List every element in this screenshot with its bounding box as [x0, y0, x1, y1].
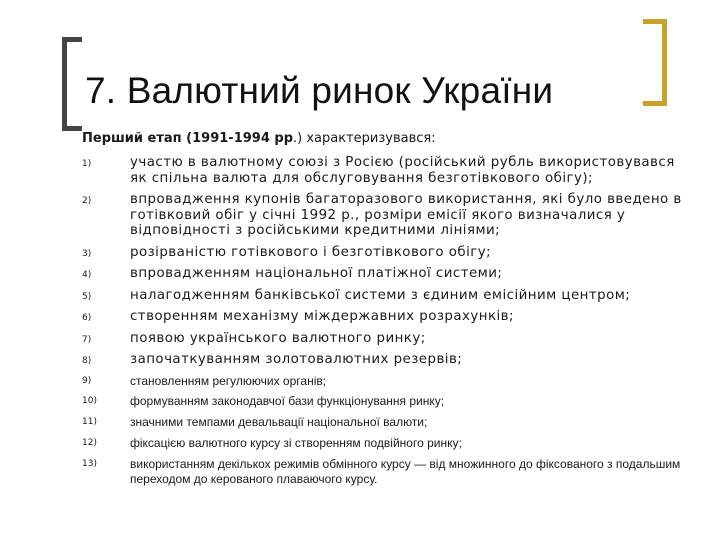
list-item — [82, 352, 682, 368]
right-bracket-decoration — [643, 19, 667, 106]
intro-rest-text: .) характеризувався: — [293, 131, 436, 146]
list-item — [82, 394, 682, 409]
list-item-number: 13) — [82, 459, 97, 470]
list-item-number: 10) — [82, 396, 97, 407]
list-item-number: 11) — [82, 417, 97, 428]
list-item-text: впровадження купонів багаторазового використання, які було введено в готівковий обіг у січні 1992 р., розміри емісії якого визначалися у відповідності з російськими кредитними лініями; — [130, 192, 682, 238]
list-item-number: 9) — [82, 375, 92, 386]
slide-title: 7. Валютний ринок України — [85, 70, 554, 111]
list-item — [82, 436, 682, 451]
list-item — [82, 192, 682, 239]
characteristics-list — [82, 155, 682, 486]
list-item-text: формуванням законодавчої бази функціонування ринку; — [130, 394, 445, 409]
list-item-number: 1) — [82, 159, 92, 169]
list-item — [82, 245, 682, 261]
list-item-number: 3) — [82, 248, 92, 259]
list-item-text: впровадженням національної платіжної системи; — [130, 266, 503, 281]
intro-paragraph — [82, 130, 682, 147]
list-item — [82, 266, 682, 282]
list-item — [82, 155, 682, 186]
intro-bold-text: Перший етап (1991-1994 рр — [82, 131, 294, 146]
list-item-text: значними темпами девальвації національної валюти; — [130, 415, 428, 430]
list-item-number: 6) — [82, 313, 92, 323]
list-item-text: започаткуванням золотовалютних резервів; — [130, 352, 463, 367]
list-item-text: появою українського валютного ринку; — [130, 330, 426, 346]
list-item-number: 12) — [82, 438, 97, 449]
slide-content — [82, 130, 682, 492]
list-item-text: фіксацією валютного курсу зі створенням подвійного ринку; — [130, 436, 462, 451]
list-item-text: використанням декількох режимів обмінного курсу — від множинного до фіксованого з подальшим переходом до керованого плаваючого курсу. — [130, 457, 681, 486]
list-item — [82, 374, 682, 389]
list-item — [82, 331, 682, 347]
list-item — [82, 288, 682, 304]
list-item-text: становленням регулюючих органів; — [130, 373, 327, 388]
list-item-text: розірваністю готівкового і безготівкового обігу; — [130, 244, 492, 260]
list-item-number: 5) — [82, 291, 92, 302]
list-item-text: створенням механізму міждержавних розрахунків; — [130, 309, 514, 324]
list-item-text: налагодженням банківської системи з єдиним емісійним центром; — [130, 287, 631, 303]
list-item-text: участю в валютному союзі з Росією (російський рубль використовувався як спільна валюта для обслуговування безготівкового обігу); — [130, 155, 675, 186]
list-item-number: 7) — [82, 334, 92, 345]
list-item — [82, 415, 682, 430]
list-item — [82, 309, 682, 325]
left-bracket-decoration — [62, 37, 82, 131]
list-item-number: 8) — [82, 356, 92, 366]
list-item-number: 4) — [82, 270, 92, 280]
list-item — [82, 457, 682, 486]
list-item-number: 2) — [82, 196, 92, 206]
